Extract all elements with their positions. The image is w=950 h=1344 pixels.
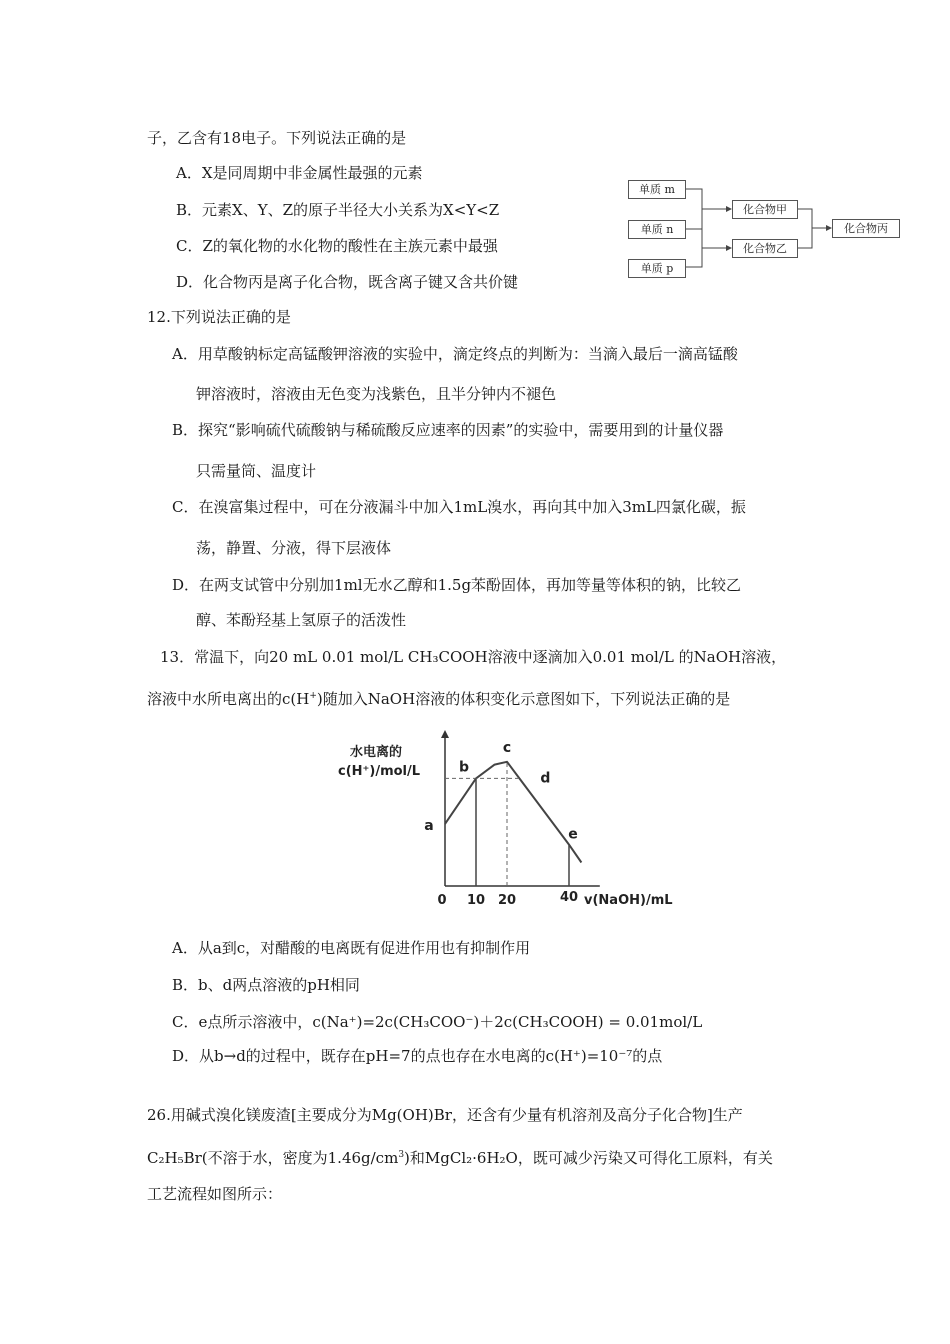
chart-point-label-b: b (458, 759, 470, 776)
q12-d-line1: D．在两支试管中分别加1ml无水乙醇和1.5g苯酚固体，再加等量等体积的钠，比较乙 (172, 576, 742, 594)
q26-line1: 26.用碱式溴化镁废渣[主要成分为Mg(OH)Br，还含有少量有机溶剂及高分子化合物]生产 (147, 1106, 743, 1124)
chart-ylabel-line2: c(H⁺)/mol/L (338, 764, 421, 779)
chart-point-label-c: c (502, 739, 512, 756)
q12-b-line1: B．探究“影响硫代硫酸钠与稀硫酸反应速率的因素”的实验中，需要用到的计量仪器 (172, 421, 724, 439)
q11-option-c: C．Z的氧化物的水化物的酸性在主族元素中最强 (176, 237, 498, 255)
q12-b-line2: 只需量筒、温度计 (196, 462, 317, 480)
q11-option-a: A．X是同周期中非金属性最强的元素 (176, 164, 423, 182)
chart-point-label-d: d (540, 770, 551, 787)
flow-box-p: 单质 p (628, 259, 686, 278)
chart-x-tick-10: 10 (466, 893, 486, 908)
flow-box-bing: 化合物丙 (832, 219, 900, 238)
q12-c-line2: 荡，静置、分液，得下层液体 (196, 539, 392, 557)
chart-y-axis-arrow (441, 730, 449, 738)
chart-point-label-a: a (424, 817, 434, 834)
q12-a-line1: A．用草酸钠标定高锰酸钾溶液的实验中，滴定终点的判断为：当滴入最后一滴高锰酸 (172, 345, 738, 363)
q11-stem-tail: 子，乙含有18电子。下列说法正确的是 (147, 129, 407, 147)
chart-point-label-e: e (568, 826, 578, 843)
q26-line3: 工艺流程如图所示： (147, 1185, 283, 1203)
flow-box-yi: 化合物乙 (732, 239, 798, 258)
q13-option-c: C．e点所示溶液中，c(Na⁺)=2c(CH₃COO⁻)＋2c(CH₃COOH) = 0.01mol/L (172, 1013, 703, 1031)
water-ionization-chart (330, 728, 690, 914)
q12-d-line2: 醇、苯酚羟基上氢原子的活泼性 (196, 611, 407, 629)
chart-svg (330, 728, 690, 914)
q13-option-a: A．从a到c，对醋酸的电离既有促进作用也有抑制作用 (172, 939, 531, 957)
chart-curve (445, 762, 581, 863)
q13-stem-line2-sup: + (309, 691, 317, 701)
q26-line2-b: )和MgCl₂·6H₂O，既可减少污染又可得化工原料，有关 (404, 1149, 773, 1167)
q26-line2-sup: 3 (398, 1150, 405, 1160)
flow-box-jia: 化合物甲 (732, 200, 798, 219)
flow-box-n: 单质 n (628, 220, 686, 239)
chart-x-tick-40: 40 (559, 890, 579, 905)
element-flow-diagram (626, 176, 902, 282)
q13-stem-line1: 13．常温下，向20 mL 0.01 mol/L CH₃COOH溶液中逐滴加入0.01 mol/L 的NaOH溶液， (160, 648, 787, 666)
chart-xlabel: v(NaOH)/mL (584, 893, 673, 908)
q12-a-line2: 钾溶液时，溶液由无色变为浅紫色，且半分钟内不褪色 (196, 385, 557, 403)
chart-ylabel-line1: 水电离的 (350, 745, 403, 760)
chart-x-tick-20: 20 (497, 893, 517, 908)
q13-stem-line2 (147, 686, 730, 709)
q13-stem-line2-b: )随加入NaOH溶液的体积变化示意图如下，下列说法正确的是 (316, 690, 731, 708)
q12-stem: 12.下列说法正确的是 (147, 308, 291, 326)
chart-x-tick-0: 0 (437, 893, 447, 908)
q13-option-b: B．b、d两点溶液的pH相同 (172, 976, 360, 994)
q11-option-d: D．化合物丙是离子化合物，既含离子键又含共价键 (176, 273, 519, 291)
q13-option-d: D．从b→d的过程中，既存在pH=7的点也存在水电离的c(H⁺)=10⁻⁷的点 (172, 1047, 663, 1065)
q26-line2 (147, 1145, 773, 1168)
q26-line2-a: C₂H₅Br(不溶于水，密度为1.46g/cm (147, 1149, 399, 1167)
q12-c-line1: C．在溴富集过程中，可在分液漏斗中加入1mL溴水，再向其中加入3mL四氯化碳，振 (172, 498, 746, 516)
q13-stem-line2-a: 溶液中水所电离出的c(H (147, 690, 310, 708)
q11-option-b: B．元素X、Y、Z的原子半径大小关系为X<Y<Z (176, 201, 500, 219)
flow-box-m: 单质 m (628, 180, 686, 199)
